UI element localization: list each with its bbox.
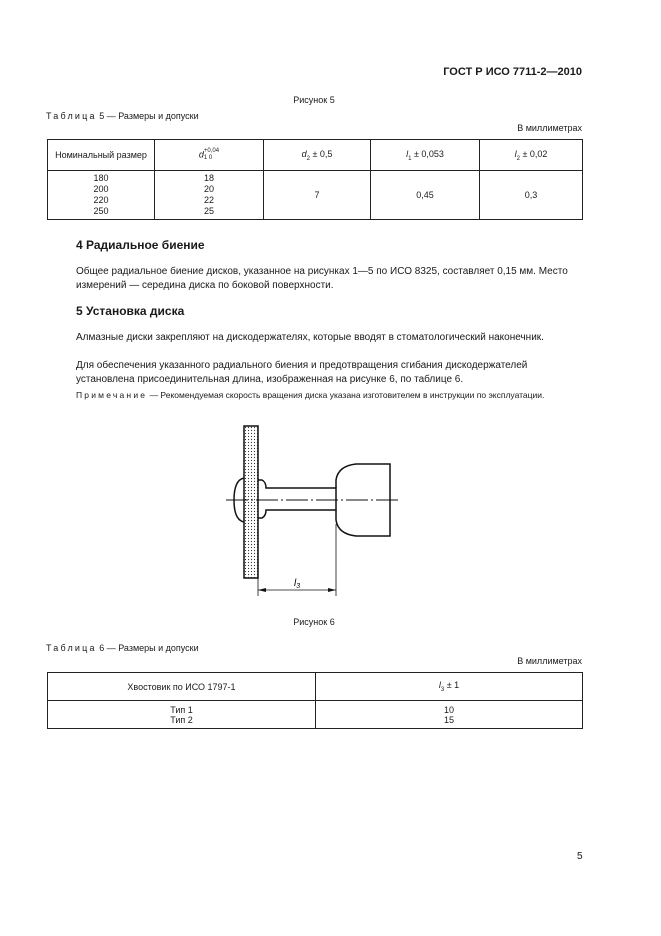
arrow-right-icon bbox=[328, 588, 336, 592]
t5-cell-nominal: 180 200 220 250 bbox=[48, 171, 155, 220]
t5-header-l1: $l_1 \pm 0,053$ bbox=[371, 140, 480, 171]
table6-caption: Таблица 6 — Размеры и допуски bbox=[46, 643, 199, 653]
figure5-caption: Рисунок 5 bbox=[293, 95, 335, 105]
t6-cell-values: 10 15 bbox=[316, 701, 583, 729]
section5-title: 5 Установка диска bbox=[76, 304, 185, 318]
t6-header-shank: Хвостовик по ИСО 1797-1 bbox=[48, 673, 316, 701]
t5-header-d2: $d_2 \pm 0,5$ bbox=[264, 140, 371, 171]
figure6-drawing bbox=[220, 420, 410, 620]
t5-cell-l1: 0,45 bbox=[371, 171, 480, 220]
t5-header-l2: $l_2 \pm 0,02$ bbox=[480, 140, 583, 171]
section5-note: Примечание — Рекомендуемая скорость вращения диска указана изготовителем в инструкции по эксплуатации. bbox=[76, 390, 545, 400]
table5 bbox=[47, 139, 583, 220]
section4-title: 4 Радиальное биение bbox=[76, 238, 205, 252]
t5-header-d1: d+0,04 1 0 bbox=[155, 140, 264, 171]
t5-cell-d2: 7 bbox=[264, 171, 371, 220]
t6-cell-types: Тип 1 Тип 2 bbox=[48, 701, 316, 729]
t5-cell-l2: 0,3 bbox=[480, 171, 583, 220]
shank-shape bbox=[258, 480, 336, 518]
standard-designation: ГОСТ Р ИСО 7711-2—2010 bbox=[443, 66, 582, 78]
page-number: 5 bbox=[577, 851, 583, 862]
figure6-caption: Рисунок 6 bbox=[293, 617, 335, 627]
section5-paragraph1: Алмазные диски закрепляют на дискодержателях, которые вводят в стоматологический наконечник. bbox=[76, 332, 544, 343]
table5-unit: В миллиметрах bbox=[517, 123, 582, 133]
table6-unit: В миллиметрах bbox=[517, 656, 582, 666]
dimension-label: $l_3$ bbox=[294, 578, 301, 590]
t5-header-nominal: Номинальный размер bbox=[48, 140, 155, 171]
disc-shape bbox=[244, 426, 258, 578]
table5-caption: Таблица 5 — Размеры и допуски bbox=[46, 111, 199, 121]
section4-text: Общее радиальное биение дисков, указанное на рисунках 1—5 по ИСО 8325, составляет 0,15 мм. Место измерений — середина диска по боковой поверхности. bbox=[76, 266, 568, 291]
table6 bbox=[47, 672, 583, 729]
t6-header-l3: $l_3 \pm 1$ bbox=[316, 673, 583, 701]
arrow-left-icon bbox=[258, 588, 266, 592]
t5-cell-d1: 18 20 22 25 bbox=[155, 171, 264, 220]
section5-paragraph2: Для обеспечения указанного радиального биения и предотвращения сгибания дискодержателей установлена присоединительная длина, изображенная на рисунке 6, по таблице 6. bbox=[76, 360, 528, 385]
